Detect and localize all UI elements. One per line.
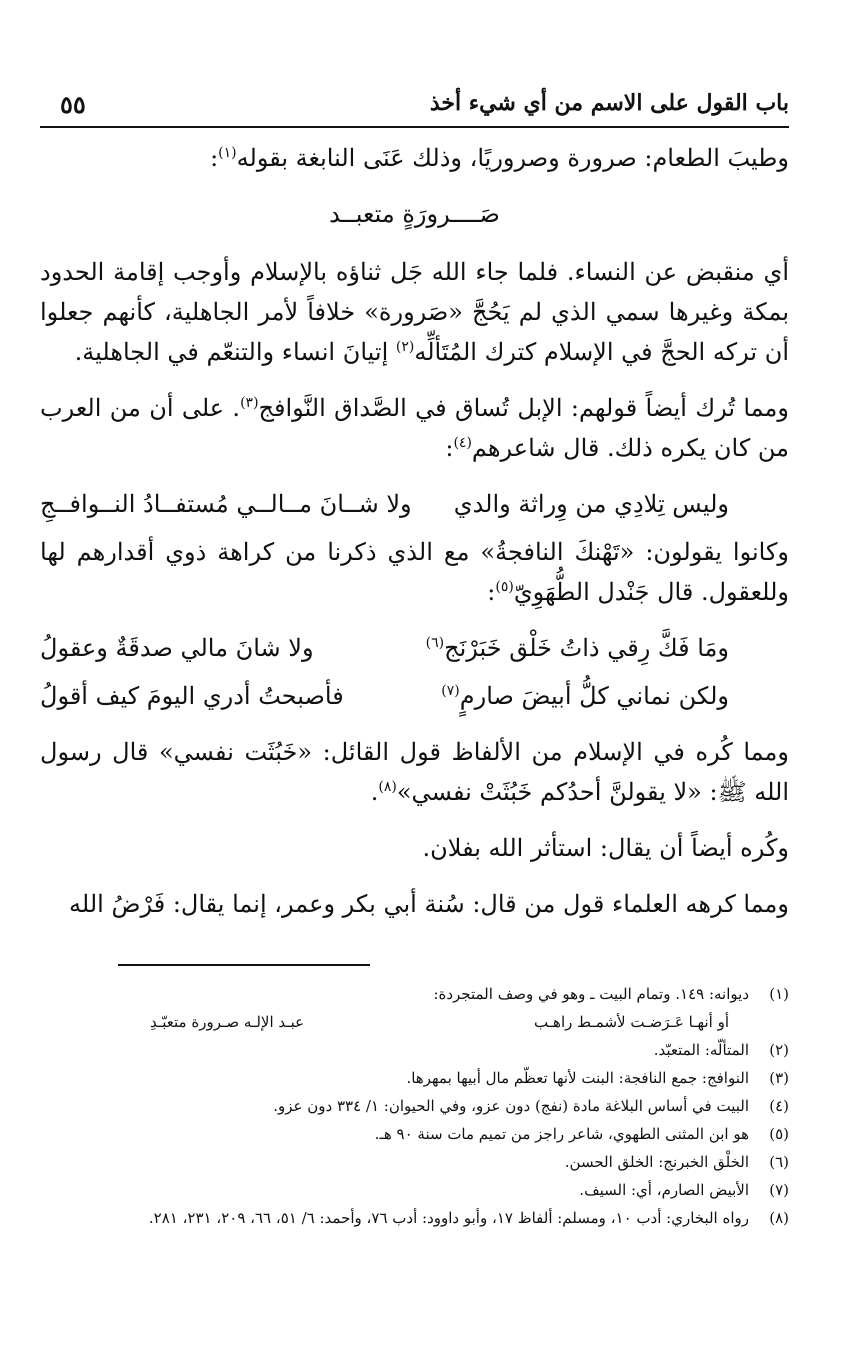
footnote-ref[interactable]: (٧)	[441, 683, 460, 699]
footnote	[40, 1092, 789, 1120]
footnote-text: البيت في أساس البلاغة مادة (نفج) دون عزو، وفي الحيوان: ١/ ٣٣٤ دون عزو.	[273, 1097, 749, 1115]
main-text	[40, 138, 789, 940]
verse-line	[40, 484, 789, 524]
footnote-number: (٨)	[769, 1209, 789, 1227]
footnote-number: (٧)	[769, 1181, 789, 1199]
footnotes	[40, 980, 789, 1232]
footnote	[40, 1148, 789, 1176]
footnote-ref[interactable]: (١)	[218, 145, 237, 161]
footnote	[40, 980, 789, 1008]
footnote-text: هو ابن المثنى الطهوي، شاعر راجز من تميم مات سنة ٩٠ هـ.	[374, 1125, 749, 1143]
verse-first-hemistich: وليس تِلادِي من وِراثة والدي	[453, 490, 729, 518]
footnote-number: (٥)	[769, 1125, 789, 1143]
quoted-verse-fragment: صَــــرورَةٍ متعبــد	[329, 200, 500, 228]
footnote-ref[interactable]: (٦)	[425, 635, 445, 651]
paragraph-text: وطيبَ الطعام: صرورة وصروريًا، وذلك عَنَى النابغة بقوله	[236, 144, 789, 172]
paragraph	[40, 138, 789, 178]
verse-first-hemistich	[441, 676, 789, 716]
verse-second-hemistich: ولا شــانَ مــالــي مُستفــادُ النــوافــجِ	[40, 490, 412, 518]
footnote	[40, 1176, 789, 1204]
footnote-text: المتألّه: المتعبّد.	[653, 1041, 749, 1059]
verse-text: ومَا فَكَّ رِقي ذاتُ خَلْق خَبَرْنَج	[444, 634, 729, 662]
footnote-text: الخلْق الخبرنج: الخلق الحسن.	[564, 1153, 749, 1171]
paragraph-text: أي منقبض عن النساء. فلما جاء الله جَل ثناؤه بالإسلام وأوجب إقامة الحدود بمكة وغيرها سمي الذي لم يَحُجَّ «صَرورة» خلافاً لأمر الجاهلية، كأنهم جعلوا أن تركه الحجَّ في الإسلام كترك المُتَألِّه	[40, 258, 790, 366]
footnote-text: الأبيض الصارم، أي: السيف.	[579, 1181, 749, 1199]
paragraph-text: إتيانَ انساء والتنعّم في الجاهلية.	[74, 338, 396, 366]
verse-second-hemistich: عبـد الإلـه صـرورة متعبّـدِ	[150, 1013, 305, 1031]
verse-second-hemistich: فأصبحتُ أدري اليومَ كيف أقولُ	[40, 682, 344, 710]
footnote-text: النوافج: جمع النافجة: البنت لأنها تعظّم مال أبيها بمهرها.	[406, 1069, 749, 1087]
footnote-number: (٦)	[769, 1153, 789, 1171]
footnote-number: (٣)	[769, 1069, 789, 1087]
verse-text: ولكن نماني كلُّ أبيضَ صارمٍ	[459, 682, 729, 710]
footnote	[40, 1064, 789, 1092]
paragraph-text: وكانوا يقولون: «تَهْنكَ النافجةُ» مع الذي ذكرنا من كراهة ذوي أقدارهم لها وللعقول. قال جَنْدل الطُّهَوِيّ	[40, 538, 789, 606]
header-rule	[40, 126, 789, 128]
footnote	[40, 1120, 789, 1148]
verse-line	[40, 628, 789, 668]
punct: .	[370, 778, 379, 806]
paragraph	[40, 252, 789, 372]
verse-first-hemistich: أو أنهـا عَـرَضـت لأشمـط راهـب	[533, 1013, 729, 1031]
paragraph-text: ومما كُره في الإسلام من الألفاظ قول القائل: «خَبُثَت نفسي» قال رسول الله ﷺ: «لا يقولنَّ أحدُكم خَبُثَتْ نفسي»	[40, 738, 789, 806]
punct: :	[445, 434, 454, 462]
footnote-number: (٢)	[769, 1041, 789, 1059]
paragraph	[40, 732, 789, 812]
footnote-ref[interactable]: (٣)	[240, 395, 259, 411]
paragraph	[40, 532, 789, 612]
footnote-ref[interactable]: (٢)	[395, 339, 415, 355]
footnote-number: (٤)	[769, 1097, 789, 1115]
verse-first-hemistich	[426, 628, 789, 668]
chapter-title: باب القول على الاسم من أي شيء أخذ	[429, 90, 789, 116]
footnote-text: رواه البخاري: أدب ١٠، ومسلم: ألفاظ ١٧، وأبو داوود: أدب ٧٦، وأحمد: ٦/ ٥١، ٦٦، ٢٠٩، ٢٣١، ٢٨١.	[148, 1209, 749, 1227]
footnote	[40, 1204, 789, 1232]
verse-second-hemistich: ولا شانَ مالي صدقَةٌ وعقولُ	[40, 634, 314, 662]
footnote-ref[interactable]: (٥)	[495, 579, 514, 595]
paragraph-text: . على أن من العرب من كان يكره ذلك. قال شاعرهم	[40, 394, 789, 462]
punct: :	[210, 144, 219, 172]
paragraph	[40, 388, 789, 468]
footnote-verse	[40, 1008, 789, 1036]
footnote-ref[interactable]: (٤)	[453, 435, 472, 451]
footnote-number: (١)	[769, 985, 789, 1003]
punct: :	[487, 578, 496, 606]
footnote	[40, 1036, 789, 1064]
running-head	[40, 90, 789, 130]
page-number: ٥٥	[60, 90, 86, 119]
paragraph: وكُره أيضاً أن يقال: استأثر الله بفلان.	[422, 834, 789, 862]
footnote-ref[interactable]: (٨)	[378, 779, 397, 795]
footnote-text: ديوانه: ١٤٩. وتمام البيت ـ وهو في وصف المتجردة:	[433, 985, 749, 1003]
paragraph-text: ومما تُرك أيضاً قولهم: الإبل تُساق في الصَّداق النَّوافج	[258, 394, 789, 422]
verse-line	[40, 676, 789, 716]
paragraph: ومما كرهه العلماء قول من قال: سُنة أبي بكر وعمر، إنما يقال: فَرْضُ الله	[69, 890, 789, 918]
footnote-separator	[118, 964, 370, 966]
